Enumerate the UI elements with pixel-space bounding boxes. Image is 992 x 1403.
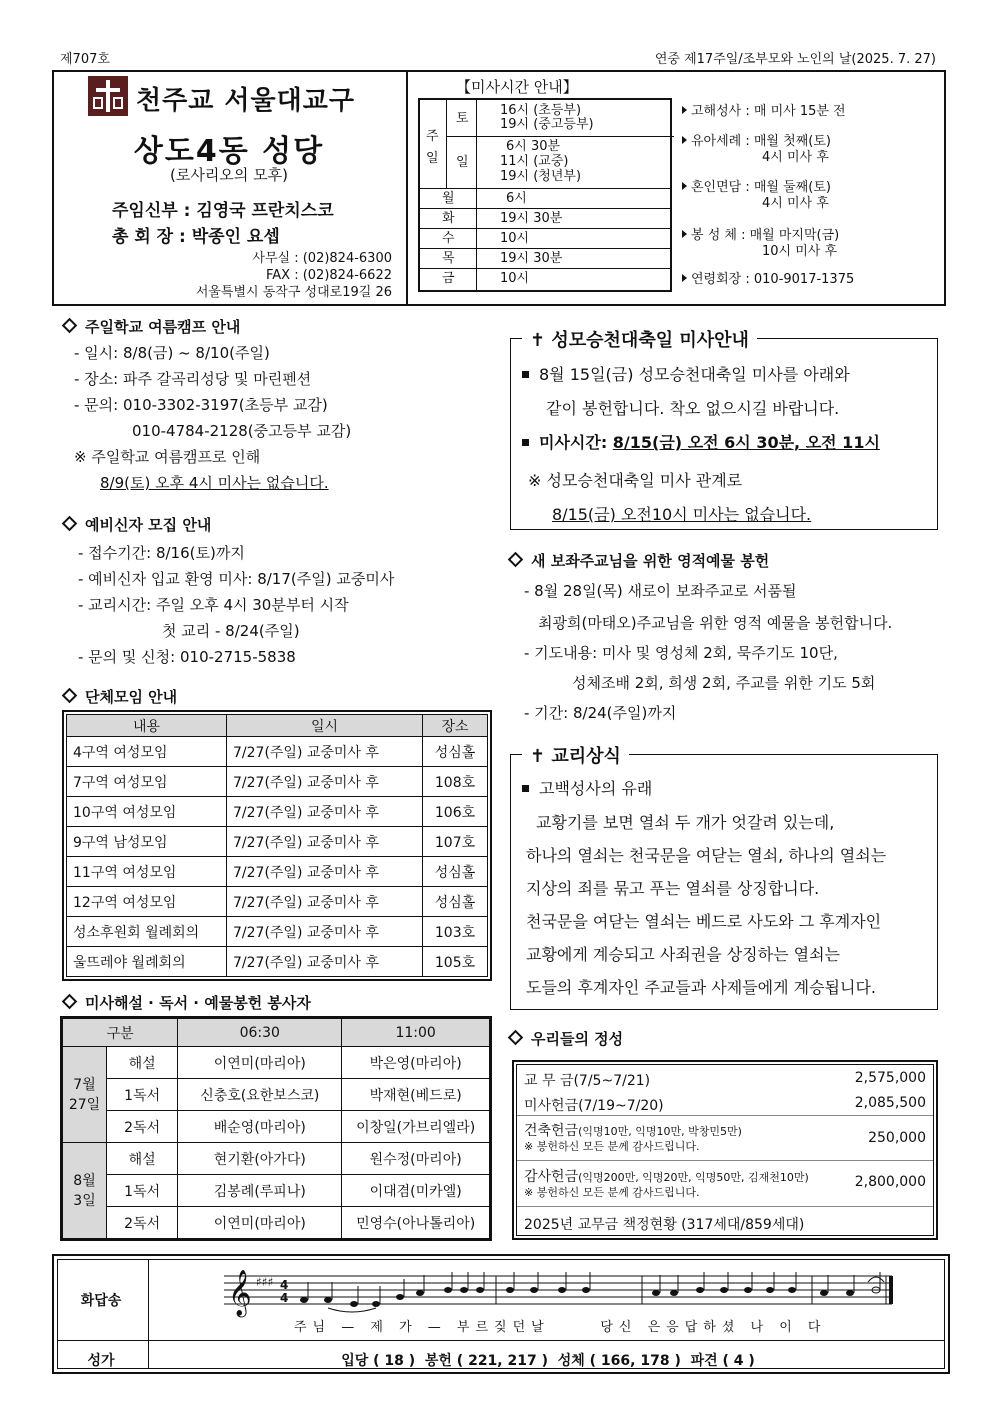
catechumen-first-class: 첫 교리 - 8/24(주일)	[162, 622, 300, 640]
cross-icon: ✝	[530, 330, 546, 351]
cross-icon: ✝	[530, 746, 546, 767]
table-row: 7월 27일 해설 이연미(마리아) 박은영(마리아)	[63, 1047, 490, 1079]
infant-baptism-info: 유아세례 : 매월 첫째(토) 4시 미사 후	[682, 134, 831, 166]
doctrine-line-1: 교황기를 보면 열쇠 두 개가 엇갈려 있는데,	[536, 813, 835, 832]
pastor-name: 주임신부 : 김영국 프란치스코	[112, 201, 334, 221]
assumption-line-1: 8월 15일(금) 성모승천대축일 미사를 아래와	[522, 362, 850, 385]
svg-text:𝄞: 𝄞	[228, 1270, 252, 1316]
weekday-tue: 화	[442, 211, 455, 226]
saturday-label: 토	[456, 111, 469, 126]
parish-name: 상도4동 성당	[133, 134, 325, 169]
fax-number: FAX : (02)824-6622	[265, 268, 392, 283]
mass-times-title: 【미사시간 안내】	[456, 78, 578, 96]
diocese-logo-icon	[88, 76, 128, 116]
diocese-name: 천주교 서울대교구	[136, 86, 355, 116]
building-fund-note: ※ 봉헌하신 모든 분께 감사드립니다.	[524, 1140, 700, 1153]
bouquet-period: - 기간: 8/24(주일)까지	[524, 704, 677, 722]
servers-date-1: 7월 27일	[63, 1047, 107, 1143]
servers-header-category: 구분	[63, 1019, 178, 1047]
weekday-fri-time: 10시	[500, 271, 530, 286]
psalm-label: 화답송	[80, 1293, 122, 1309]
hymns-list: 입당 ( 18 ) 봉헌 ( 221, 217 ) 성체 ( 166, 178 ) 파견 ( 4 )	[341, 1353, 755, 1369]
sat-mass-1: 16시 (초등부)	[500, 103, 582, 118]
groups-title: 단체모임 안내	[64, 686, 177, 707]
tithe-label: 교 무 금(7/5~7/21)	[524, 1073, 651, 1089]
table-row: 1독서 신충호(요한보스코) 박재현(베드로)	[63, 1079, 490, 1111]
camp-contact-2: 010-4784-2128(중고등부 교감)	[132, 422, 352, 440]
sunday-label: 주일	[426, 129, 439, 166]
table-row: 1독서 김봉례(루피나) 이대겸(미카엘)	[63, 1175, 490, 1207]
servers-title: 미사해설 · 독서 · 예물봉헌 봉사자	[64, 992, 311, 1013]
psalm-music-staff	[224, 1262, 894, 1318]
table-row: 울뜨레야 월례회의 7/27(주일) 교중미사 후 105호	[67, 947, 488, 977]
table-row: 2독서 이연미(마리아) 민영수(아나톨리아)	[63, 1207, 490, 1239]
offering-title: 우리들의 정성	[510, 1028, 623, 1049]
doctrine-line-4: 천국문을 여닫는 열쇠는 베드로 사도와 그 후계자인	[526, 912, 882, 931]
thanks-offering-note: ※ 봉헌하신 모든 분께 감사드립니다.	[524, 1186, 700, 1199]
thanks-offering: 감사헌금(익명200만, 익명20만, 익명50만, 김재천10만)	[524, 1169, 809, 1185]
mass-offering-value: 2,085,500	[854, 1095, 926, 1111]
tithe-status: 2025년 교무금 책정현황 (317세대/859세대)	[524, 1217, 805, 1233]
table-row: 9구역 남성모임 7/27(주일) 교중미사 후 107호	[67, 827, 488, 857]
weekday-thu: 목	[442, 251, 455, 266]
bouquet-line-3: - 기도내용: 미사 및 영성체 2회, 묵주기도 10단,	[524, 644, 838, 662]
groups-header-time: 일시	[227, 715, 423, 737]
bouquet-line-4: 성체조배 2회, 희생 2회, 주교를 위한 기도 5회	[572, 674, 876, 692]
mass-offering-label: 미사헌금(7/19~7/20)	[524, 1098, 664, 1114]
camp-contact-1: - 문의: 010-3302-3197(초등부 교감)	[74, 396, 328, 414]
doctrine-line-3: 지상의 죄를 묶고 푸는 열쇠를 상징합니다.	[526, 879, 820, 898]
doctrine-line-5: 교황에게 계승되고 사죄권을 상징하는 열쇠는	[526, 945, 841, 964]
camp-mass-cancel: 8/9(토) 오후 4시 미사는 없습니다.	[100, 474, 329, 492]
groups-table	[66, 714, 488, 977]
servers-table-frame	[60, 1016, 492, 1241]
hymns-label: 성가	[87, 1353, 115, 1369]
servers-header-early: 06:30	[178, 1019, 342, 1047]
confession-info: 고해성사 : 매 미사 15분 전	[682, 104, 846, 120]
camp-place: - 장소: 파주 갈곡리성당 및 마린펜션	[74, 370, 312, 388]
sun-mass-3: 19시 (청년부)	[500, 169, 582, 184]
sun-mass-2: 11시 (교중)	[500, 154, 569, 169]
president-name: 총 회 장 : 박종인 요셉	[112, 227, 280, 247]
bouquet-line-1: - 8월 28일(목) 새로이 보좌주교로 서품될	[524, 582, 797, 600]
catechumen-contact: - 문의 및 신청: 010-2715-5838	[78, 648, 296, 666]
assumption-cancel: 8/15(금) 오전10시 미사는 없습니다.	[552, 505, 812, 524]
table-row: 8월 3일 해설 현기환(아가다) 원수정(마리아)	[63, 1143, 490, 1175]
svg-text:♯♯♯: ♯♯♯	[256, 1275, 274, 1289]
groups-table-frame	[62, 710, 492, 981]
doctrine-subtitle: 고백성사의 유래	[522, 776, 652, 799]
liturgy-box	[52, 1254, 950, 1374]
office-phone: 사무실 : (02)824-6300	[252, 251, 392, 266]
servers-date-2: 8월 3일	[63, 1143, 107, 1239]
doctrine-line-6: 도들의 후계자인 주교들과 사제들에게 계승됩니다.	[526, 978, 877, 997]
weekday-wed: 수	[442, 231, 455, 246]
assumption-mass-time: 미사시간: 8/15(금) 오전 6시 30분, 오전 11시	[522, 430, 880, 453]
thanks-offering-value: 2,800,000	[854, 1174, 926, 1190]
groups-header-content: 내용	[67, 715, 227, 737]
camp-notice: ※ 주일학교 여름캠프로 인해	[74, 448, 261, 466]
psalm-lyrics: 주님 — 제 가 — 부르짖던날 당신 은응답하셨 나 이 다	[294, 1320, 827, 1335]
sat-mass-2: 19시 (중고등부)	[500, 117, 594, 132]
building-fund-value: 250,000	[868, 1130, 926, 1146]
weekday-tue-time: 19시 30분	[500, 211, 563, 226]
assumption-notice: ※ 성모승천대축일 미사 관계로	[528, 471, 743, 490]
table-row: 10구역 여성모임 7/27(주일) 교중미사 후 106호	[67, 797, 488, 827]
catechumen-class-time: - 교리시간: 주일 오후 4시 30분부터 시작	[78, 596, 349, 614]
table-row: 11구역 여성모임 7/27(주일) 교중미사 후 성심홀	[67, 857, 488, 887]
building-fund: 건축헌금(익명10만, 익명10만, 박창민5만)	[524, 1123, 742, 1139]
assumption-line-2: 같이 봉헌합니다. 착오 없으시길 바랍니다.	[546, 399, 840, 418]
svg-text:4: 4	[280, 1278, 289, 1292]
servers-header-late: 11:00	[342, 1019, 490, 1047]
offering-box	[512, 1060, 938, 1240]
table-row: 7구역 여성모임 7/27(주일) 교중미사 후 108호	[67, 767, 488, 797]
marriage-info: 혼인면담 : 매월 둘째(토) 4시 미사 후	[682, 180, 831, 212]
header-divider	[406, 70, 408, 306]
bouquet-line-2: 최광희(마태오)주교님을 위한 영적 예물을 봉헌합니다.	[538, 614, 893, 632]
weekday-mon-time: 6시	[506, 191, 527, 206]
assumption-title: ✝ 성모승천대축일 미사안내	[522, 326, 757, 352]
weekday-fri: 금	[442, 271, 455, 286]
issue-date: 연중 제17주일/조부모와 노인의 날(2025. 7. 27)	[654, 52, 936, 67]
weekday-wed-time: 10시	[500, 231, 530, 246]
groups-header-place: 장소	[423, 715, 488, 737]
tithe-value: 2,575,000	[854, 1070, 926, 1086]
parish-address: 서울특별시 동작구 성대로19길 26	[195, 285, 392, 300]
table-row: 2독서 배순영(마리아) 이창일(가브리엘라)	[63, 1111, 490, 1143]
catechumen-welcome-mass: - 예비신자 입교 환영 미사: 8/17(주일) 교중미사	[78, 570, 395, 588]
issue-number: 제707호	[60, 52, 110, 67]
table-row: 성소후원회 월례회의 7/27(주일) 교중미사 후 103호	[67, 917, 488, 947]
servers-table	[62, 1018, 490, 1239]
svg-text:4: 4	[280, 1291, 289, 1305]
funeral-contact: 연령회장 : 010-9017-1375	[682, 272, 854, 288]
weekday-thu-time: 19시 30분	[500, 251, 563, 266]
camp-date: - 일시: 8/8(금) ~ 8/10(주일)	[74, 344, 270, 362]
catechumen-deadline: - 접수기간: 8/16(토)까지	[78, 544, 245, 562]
camp-title: 주일학교 여름캠프 안내	[64, 316, 240, 337]
communion-info: 봉 성 체 : 매월 마지막(금) 10시 미사 후	[682, 228, 839, 260]
table-row: 12구역 여성모임 7/27(주일) 교중미사 후 성심홀	[67, 887, 488, 917]
sunday-day-label: 일	[456, 155, 469, 170]
doctrine-line-2: 하나의 열쇠는 천국문을 여닫는 열쇠, 하나의 열쇠는	[526, 846, 887, 865]
sun-mass-1: 6시 30분	[506, 139, 561, 154]
parish-patron: (로사리오의 모후)	[170, 166, 288, 184]
table-row: 4구역 여성모임 7/27(주일) 교중미사 후 성심홀	[67, 737, 488, 767]
mass-times-table	[418, 98, 672, 292]
doctrine-title: ✝ 교리상식	[522, 742, 629, 768]
weekday-mon: 월	[442, 191, 455, 206]
bouquet-title: 새 보좌주교님을 위한 영적예물 봉헌	[510, 550, 769, 571]
catechumen-title: 예비신자 모집 안내	[64, 514, 211, 535]
